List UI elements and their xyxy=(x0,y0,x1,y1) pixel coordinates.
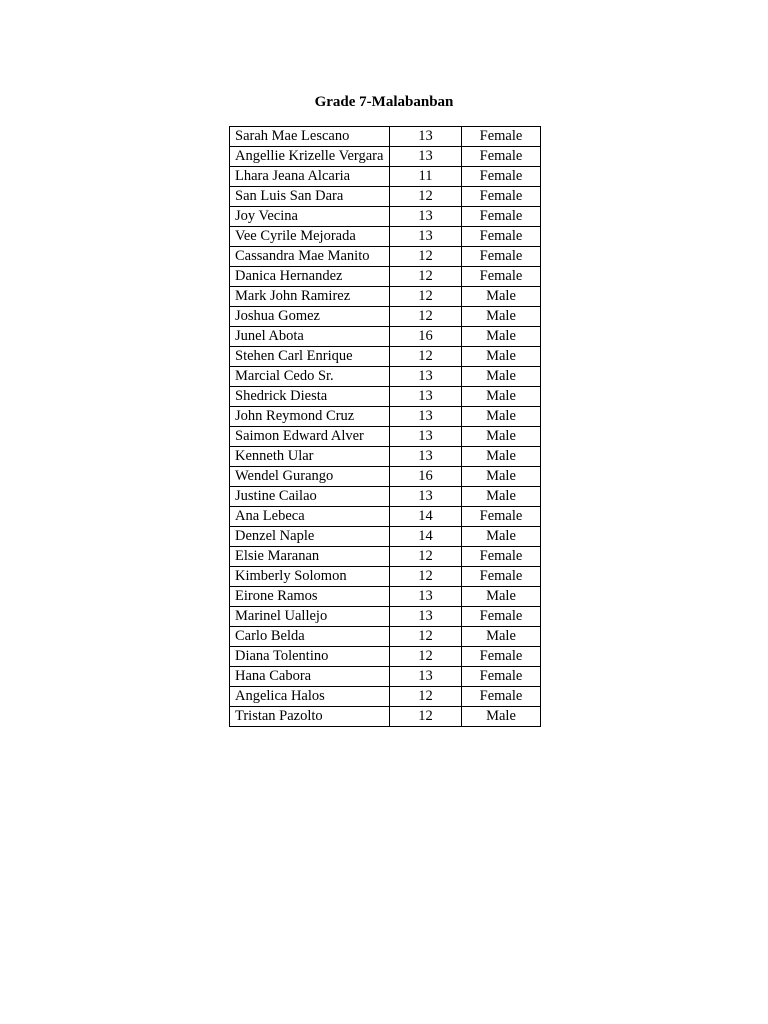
student-age-cell: 12 xyxy=(390,347,462,367)
student-age-cell: 12 xyxy=(390,247,462,267)
table-row xyxy=(230,427,541,447)
student-name-cell: San Luis San Dara xyxy=(230,187,390,207)
student-age-cell: 13 xyxy=(390,207,462,227)
table-row xyxy=(230,587,541,607)
student-gender-cell: Male xyxy=(462,327,541,347)
student-gender-cell: Male xyxy=(462,627,541,647)
student-age-cell: 12 xyxy=(390,307,462,327)
student-name-cell: Marcial Cedo Sr. xyxy=(230,367,390,387)
table-row xyxy=(230,267,541,287)
student-name-cell: Cassandra Mae Manito xyxy=(230,247,390,267)
student-name-cell: Joshua Gomez xyxy=(230,307,390,327)
student-gender-cell: Female xyxy=(462,547,541,567)
student-gender-cell: Female xyxy=(462,127,541,147)
student-gender-cell: Female xyxy=(462,147,541,167)
student-age-cell: 13 xyxy=(390,367,462,387)
student-age-cell: 13 xyxy=(390,487,462,507)
student-age-cell: 13 xyxy=(390,607,462,627)
table-row xyxy=(230,187,541,207)
table-row xyxy=(230,347,541,367)
student-name-cell: Justine Cailao xyxy=(230,487,390,507)
student-gender-cell: Female xyxy=(462,567,541,587)
student-age-cell: 14 xyxy=(390,507,462,527)
table-row xyxy=(230,707,541,727)
table-row xyxy=(230,547,541,567)
table-row xyxy=(230,227,541,247)
student-gender-cell: Male xyxy=(462,287,541,307)
student-age-cell: 13 xyxy=(390,447,462,467)
student-gender-cell: Female xyxy=(462,507,541,527)
table-row xyxy=(230,627,541,647)
table-row xyxy=(230,607,541,627)
student-name-cell: Stehen Carl Enrique xyxy=(230,347,390,367)
student-name-cell: Kenneth Ular xyxy=(230,447,390,467)
table-row xyxy=(230,147,541,167)
table-row xyxy=(230,527,541,547)
student-name-cell: Tristan Pazolto xyxy=(230,707,390,727)
table-row xyxy=(230,167,541,187)
student-name-cell: Vee Cyrile Mejorada xyxy=(230,227,390,247)
student-age-cell: 12 xyxy=(390,687,462,707)
student-age-cell: 12 xyxy=(390,187,462,207)
student-age-cell: 13 xyxy=(390,127,462,147)
student-gender-cell: Male xyxy=(462,307,541,327)
page-title: Grade 7-Malabanban xyxy=(314,94,454,110)
table-row xyxy=(230,327,541,347)
student-age-cell: 14 xyxy=(390,527,462,547)
student-age-cell: 13 xyxy=(390,147,462,167)
student-name-cell: Shedrick Diesta xyxy=(230,387,390,407)
student-gender-cell: Female xyxy=(462,267,541,287)
student-name-cell: Denzel Naple xyxy=(230,527,390,547)
student-age-cell: 12 xyxy=(390,547,462,567)
table-row xyxy=(230,127,541,147)
table-row xyxy=(230,487,541,507)
student-gender-cell: Male xyxy=(462,387,541,407)
student-name-cell: Mark John Ramirez xyxy=(230,287,390,307)
student-gender-cell: Male xyxy=(462,707,541,727)
student-gender-cell: Male xyxy=(462,587,541,607)
student-gender-cell: Male xyxy=(462,467,541,487)
student-gender-cell: Male xyxy=(462,367,541,387)
student-name-cell: Joy Vecina xyxy=(230,207,390,227)
student-age-cell: 12 xyxy=(390,647,462,667)
student-age-cell: 12 xyxy=(390,287,462,307)
student-name-cell: Marinel Uallejo xyxy=(230,607,390,627)
student-roster-body xyxy=(230,127,541,727)
student-gender-cell: Female xyxy=(462,167,541,187)
student-gender-cell: Male xyxy=(462,347,541,367)
table-row xyxy=(230,207,541,227)
student-age-cell: 12 xyxy=(390,627,462,647)
student-name-cell: Danica Hernandez xyxy=(230,267,390,287)
student-age-cell: 13 xyxy=(390,387,462,407)
student-name-cell: Angellie Krizelle Vergara xyxy=(230,147,390,167)
table-row xyxy=(230,667,541,687)
student-name-cell: Wendel Gurango xyxy=(230,467,390,487)
student-gender-cell: Male xyxy=(462,447,541,467)
student-name-cell: Elsie Maranan xyxy=(230,547,390,567)
student-age-cell: 12 xyxy=(390,707,462,727)
student-name-cell: Angelica Halos xyxy=(230,687,390,707)
table-row xyxy=(230,407,541,427)
student-name-cell: Ana Lebeca xyxy=(230,507,390,527)
student-age-cell: 12 xyxy=(390,267,462,287)
student-gender-cell: Male xyxy=(462,427,541,447)
student-gender-cell: Female xyxy=(462,687,541,707)
student-gender-cell: Female xyxy=(462,187,541,207)
student-gender-cell: Female xyxy=(462,607,541,627)
table-row xyxy=(230,247,541,267)
student-name-cell: John Reymond Cruz xyxy=(230,407,390,427)
student-name-cell: Hana Cabora xyxy=(230,667,390,687)
student-age-cell: 13 xyxy=(390,227,462,247)
table-row xyxy=(230,367,541,387)
student-age-cell: 13 xyxy=(390,407,462,427)
table-row xyxy=(230,287,541,307)
student-age-cell: 16 xyxy=(390,327,462,347)
table-row xyxy=(230,687,541,707)
student-name-cell: Kimberly Solomon xyxy=(230,567,390,587)
table-row xyxy=(230,647,541,667)
student-gender-cell: Female xyxy=(462,227,541,247)
student-gender-cell: Female xyxy=(462,667,541,687)
student-age-cell: 13 xyxy=(390,427,462,447)
student-name-cell: Diana Tolentino xyxy=(230,647,390,667)
student-age-cell: 13 xyxy=(390,667,462,687)
student-name-cell: Junel Abota xyxy=(230,327,390,347)
student-age-cell: 16 xyxy=(390,467,462,487)
table-row xyxy=(230,447,541,467)
table-row xyxy=(230,567,541,587)
student-gender-cell: Female xyxy=(462,207,541,227)
student-roster-table xyxy=(229,126,541,727)
table-row xyxy=(230,387,541,407)
student-gender-cell: Female xyxy=(462,247,541,267)
student-gender-cell: Male xyxy=(462,487,541,507)
student-name-cell: Eirone Ramos xyxy=(230,587,390,607)
student-gender-cell: Female xyxy=(462,647,541,667)
student-gender-cell: Male xyxy=(462,407,541,427)
student-name-cell: Sarah Mae Lescano xyxy=(230,127,390,147)
student-name-cell: Saimon Edward Alver xyxy=(230,427,390,447)
student-name-cell: Carlo Belda xyxy=(230,627,390,647)
student-age-cell: 13 xyxy=(390,587,462,607)
table-row xyxy=(230,507,541,527)
student-gender-cell: Male xyxy=(462,527,541,547)
table-row xyxy=(230,307,541,327)
table-row xyxy=(230,467,541,487)
student-age-cell: 12 xyxy=(390,567,462,587)
student-name-cell: Lhara Jeana Alcaria xyxy=(230,167,390,187)
student-age-cell: 11 xyxy=(390,167,462,187)
